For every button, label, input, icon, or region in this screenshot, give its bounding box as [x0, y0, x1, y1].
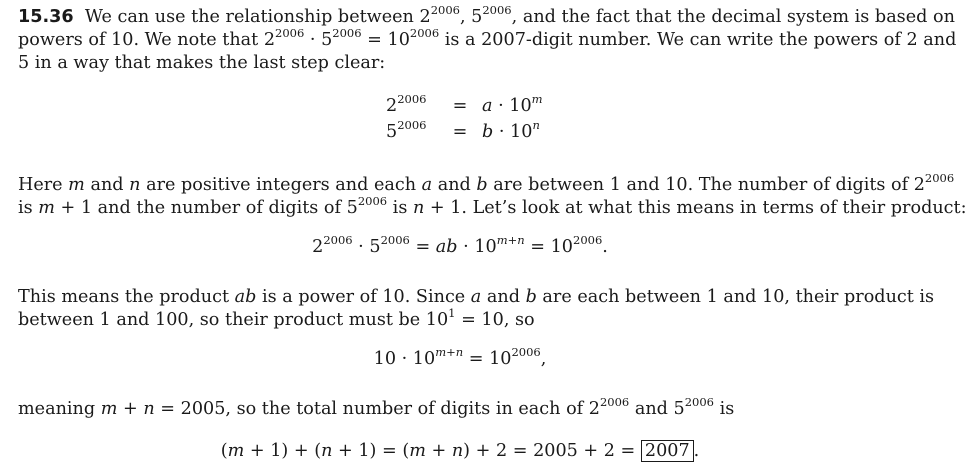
paragraph-1-line-1: 15.36 We can use the relationship between $2^{2006}$, $5^{2006}$, and the fact that the decimal system is based on	[18, 3, 955, 27]
aligned-equations	[386, 92, 543, 148]
paragraph-4-line-1: meaning m + n = 2005, so the total number of digits in each of $2^{2006}$ and $5^{2006}$ is	[18, 395, 735, 419]
paragraph-1-line-2: powers of 10. We note that $2^{2006} \cdot 5^{2006} = 10^{2006}$ is a 2007-digit number. We can write the powers of 2 and	[18, 26, 957, 50]
paragraph-2-line-1: Here m and n are positive integers and each a and b are between 1 and 10. The number of digits of $2^{2006}$	[18, 171, 955, 195]
power-equation: $10 \cdot 10^{m+n} = 10^{2006}$,	[373, 345, 547, 369]
final-equation: (m + 1) + (n + 1) = (m + n) + 2 = 2005 + 2 = 2007 .	[220, 441, 700, 461]
paragraph-3-line-2: between 1 and 100, so their product must be $10^1 = 10$, so	[18, 306, 535, 330]
equation-row-b: $5^{2006}$ = $b \cdot 10^n$	[386, 118, 540, 142]
problem-number: 15.36	[18, 7, 74, 27]
equation-row-a: $2^{2006}$ = $a \cdot 10^m$	[386, 92, 543, 116]
paragraph-1-line-3: 5 in a way that makes the last step clear:	[18, 53, 386, 73]
product-equation: $2^{2006} \cdot 5^{2006}$ = ab · $10^{m+n} = 10^{2006}$.	[312, 233, 608, 257]
paragraph-2-line-2: is m + 1 and the number of digits of $5^{2006}$ is n + 1. Let’s look at what this means in terms of their product:	[18, 194, 967, 218]
paragraph-3-line-1: This means the product ab is a power of 10. Since a and b are each between 1 and 10, their product is	[18, 287, 935, 307]
boxed-answer: 2007	[641, 440, 694, 462]
